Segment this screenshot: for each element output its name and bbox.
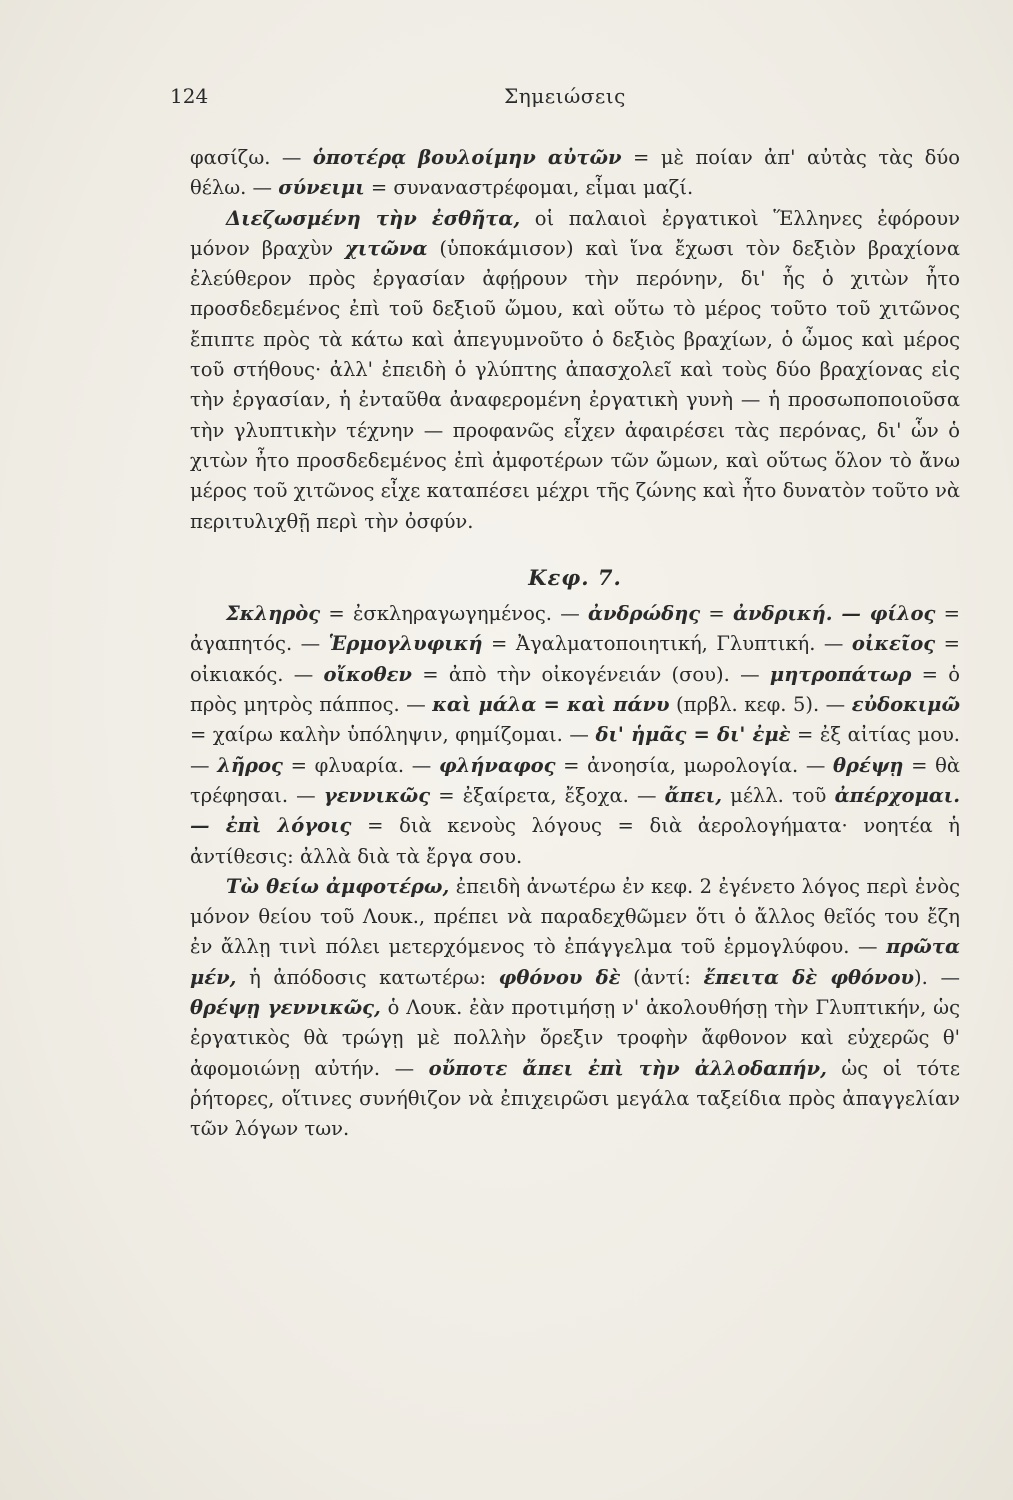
lemma: θρέψῃ (833, 753, 904, 777)
lemma: γεννικῶς (323, 783, 431, 807)
lemma: Σκληρὸς (226, 602, 321, 626)
body-text (190, 143, 960, 1145)
text-run: = ἀπὸ τὴν οἰκογένειάν (σου). — (411, 662, 770, 686)
text-run: (ὑποκάμισον) καὶ ἵνα ἔχωσι τὸν δεξιὸν βραχίονα ἐλεύθερον πρὸς ἐργασίαν ἀφῄρουν τὴν περόνην, δι' ἧς ὁ χιτὼν ἦτο προσδεδεμένος ἐπὶ τοῦ δεξιοῦ ὤμου, καὶ οὕτω τὸ μέρος τοῦτο τοῦ χιτῶνος ἔπιπτε πρὸς τὰ κάτω καὶ ἀπεγυμνοῦτο ὁ δεξιὸς βραχίων, ὁ ὦμος καὶ μέρος τοῦ στήθους· ἀλλ' ἐπειδὴ ὁ γλύπτης ἀπασχολεῖ καὶ τοὺς δύο βραχίονας εἰς τὴν ἐργασίαν, ἡ ἐνταῦθα ἀναφερομένη ἐργατικὴ γυνὴ — ἡ προσωποποιοῦσα τὴν γλυπτικὴν τέχνην — προφανῶς εἶχεν ἀφαιρέσει τὰς περόνας, δι' ὧν ὁ χιτὼν ἦτο προσδεδεμένος ἐπὶ ἀμφοτέρων τῶν ὤμων, καὶ οὕτως ὅλον τὸ ἄνω μέρος τοῦ χιτῶνος εἶχε καταπέσει μέχρι τῆς ζώνης καὶ ἦτο δυνατὸν τοῦτο νὰ περιτυλιχθῇ περὶ τὴν ὀσφύν. (190, 236, 960, 533)
text-run: ἡ ἀπόδοσις κατωτέρω: (236, 965, 499, 989)
lemma: λῆρος (217, 753, 283, 777)
text-run: = θὰ τρέφησαι. — (190, 753, 960, 807)
paragraph-chiton (190, 204, 960, 537)
text-run: = (700, 602, 734, 626)
paragraph-continuation (190, 143, 960, 204)
lemma: οἴκοθεν (323, 662, 412, 686)
lemma: Ἑρμογλυφική (328, 632, 483, 656)
text-run: = ἀνοησία, μωρολογία. — (555, 753, 834, 777)
text-run: = μὲ ποίαν ἀπ' αὐτὰς τὰς δύο θέλω. — (190, 146, 960, 200)
text-run: = συναναστρέφομαι, εἶμαι μαζί. (364, 176, 694, 200)
text-run: = Ἀγαλματοποιητική, Γλυπτική. — (482, 632, 852, 656)
lemma: ἔπειτα δὲ φθόνου (703, 965, 915, 989)
text-run: = ὁ πρὸς μητρὸς πάππος. — (190, 662, 960, 717)
text-run: μέλλ. τοῦ (722, 783, 835, 807)
lemma: ἀνδρώδης (588, 602, 701, 626)
chapter-heading: Κεφ. 7. (528, 564, 622, 590)
text-run: ἐπειδὴ ἀνωτέρω ἐν κεφ. 2 ἐγένετο λόγος περὶ ἑνὸς μόνον θείου τοῦ Λουκ., πρέπει νὰ παραδεχθῶμεν ὅτι ὁ ἄλλος θεῖός του ἔζη ἐν ἄλλῃ τινὶ πόλει μετερχόμενος τὸ ἐπάγγελμα τοῦ ἑρμογλύφου. — (190, 874, 960, 959)
text-run: οἱ παλαιοὶ ἐργατικοὶ Ἕλληνες ἐφόρουν μόνον βραχὺν (190, 206, 960, 260)
running-head (170, 78, 960, 112)
lemma: ἀνδρική. — φίλος (733, 602, 936, 626)
lemma: καὶ μάλα = καὶ πάνυ (432, 693, 670, 717)
page-number: 124 (170, 84, 209, 108)
lemma: ὁποτέρᾳ βουλοίμην αὐτῶν (312, 146, 622, 169)
paragraph-uncles (190, 872, 960, 1145)
lemma: φθόνου δὲ (498, 965, 621, 989)
lemma: πρῶτα μέν, (190, 935, 960, 989)
text-run: = ἐσκληραγωγημένος. — (320, 602, 589, 626)
lemma: οἰκεῖος (851, 632, 936, 656)
text-run: = ἐξ αἰτίας μου. — (190, 723, 960, 777)
text-run: = ἀγαπητός. — (190, 602, 960, 656)
lemma: δι' ἡμᾶς = δι' ἐμὲ (595, 723, 791, 747)
text-run: = χαίρω καλὴν ὑπόληψιν, φημίζομαι. — (190, 723, 596, 747)
lemma: οὔποτε ἄπει ἐπὶ τὴν ἀλλοδαπήν, (428, 1056, 827, 1080)
running-title: Σημειώσεις (504, 84, 626, 108)
text-run: ὁ Λουκ. ἐὰν προτιμήσῃ ν' ἀκολουθήσῃ τὴν Γλυπτικήν, ὡς ἐργατικὸς θὰ τρώγῃ μὲ πολλὴν ὄρεξιν τροφὴν ἄφθονον καὶ εὐχερῶς θ' ἀφομοιώνῃ αὐτήν. — (190, 996, 960, 1080)
lemma: σύνειμι (278, 176, 365, 200)
text-run: ). — (914, 965, 960, 989)
lemma: εὐδοκιμῶ (851, 693, 961, 717)
text-run: = ἐξαίρετα, ἔξοχα. — (430, 783, 665, 807)
lemma: Τὼ θείω ἀμφοτέρω, (226, 874, 450, 898)
text-run: (ἀντί: (620, 965, 704, 989)
text-run: (πρβλ. κεφ. 5). — (669, 693, 852, 717)
lemma: θρέψῃ γεννικῶς, (190, 996, 381, 1020)
lemma: Διεζωσμένη τὴν ἐσθῆτα, (226, 206, 521, 230)
text-run: = φλυαρία. — (282, 753, 439, 777)
lemma: μητροπάτωρ (769, 662, 912, 686)
lemma: φλήναφος (438, 753, 556, 777)
text-run: = οἰκιακός. — (190, 632, 960, 686)
lemma: ἄπει, (664, 783, 722, 807)
lemma: χιτῶνα (345, 236, 428, 260)
paragraph-glossary (190, 599, 960, 872)
text-run: φασίζω. — (190, 146, 313, 169)
lemma: ἀπέρχομαι. — ἐπὶ λόγοις (190, 783, 960, 838)
text-run: = διὰ κενοὺς λόγους = διὰ ἀερολογήματα· νοητέα ἡ ἀντίθεσις: ἀλλὰ διὰ τὰ ἔργα σου. (190, 814, 960, 868)
text-run: ὡς οἱ τότε ῥήτορες, οἵτινες συνήθιζον νὰ ἐπιχειρῶσι μεγάλα ταξείδια πρὸς ἀπαγγελίαν τῶν λόγων των. (190, 1056, 961, 1141)
